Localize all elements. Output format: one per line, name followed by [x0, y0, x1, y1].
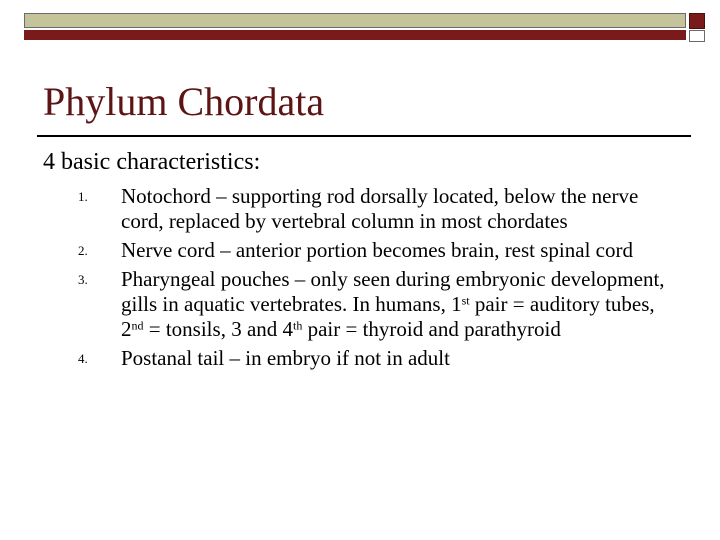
- characteristics-list: [78, 184, 678, 375]
- list-item: [78, 238, 678, 263]
- list-item-text: Nerve cord – anterior portion becomes brain, rest spinal cord: [121, 238, 633, 262]
- list-item: [78, 184, 678, 234]
- superscript-th: th: [293, 318, 303, 333]
- list-item-number: 4.: [78, 351, 88, 366]
- superscript-nd: nd: [131, 318, 144, 333]
- list-item-text: Pharyngeal pouches – only seen during embryonic development, gills in aquatic vertebrates. In humans, 1st pair = auditory tubes, 2nd = tonsils, 3 and 4th pair = thyroid and parathyroid: [121, 267, 665, 341]
- title-divider: [37, 135, 691, 137]
- list-item-number: 1.: [78, 189, 88, 204]
- list-item-text: Postanal tail – in embryo if not in adult: [121, 346, 450, 370]
- list-item-number: 3.: [78, 272, 88, 287]
- slide-subtitle: 4 basic characteristics:: [43, 149, 261, 175]
- list-item: [78, 267, 678, 342]
- corner-square-red: [689, 13, 705, 29]
- list-item-text: Notochord – supporting rod dorsally located, below the nerve cord, replaced by vertebral column in most chordates: [121, 184, 639, 233]
- header-band-olive: [24, 13, 686, 28]
- slide-title: Phylum Chordata: [43, 79, 325, 124]
- list-item-number: 2.: [78, 243, 88, 258]
- list-item: [78, 346, 678, 371]
- superscript-st: st: [461, 293, 470, 308]
- header-band-red: [24, 30, 686, 40]
- corner-square-white: [689, 30, 705, 42]
